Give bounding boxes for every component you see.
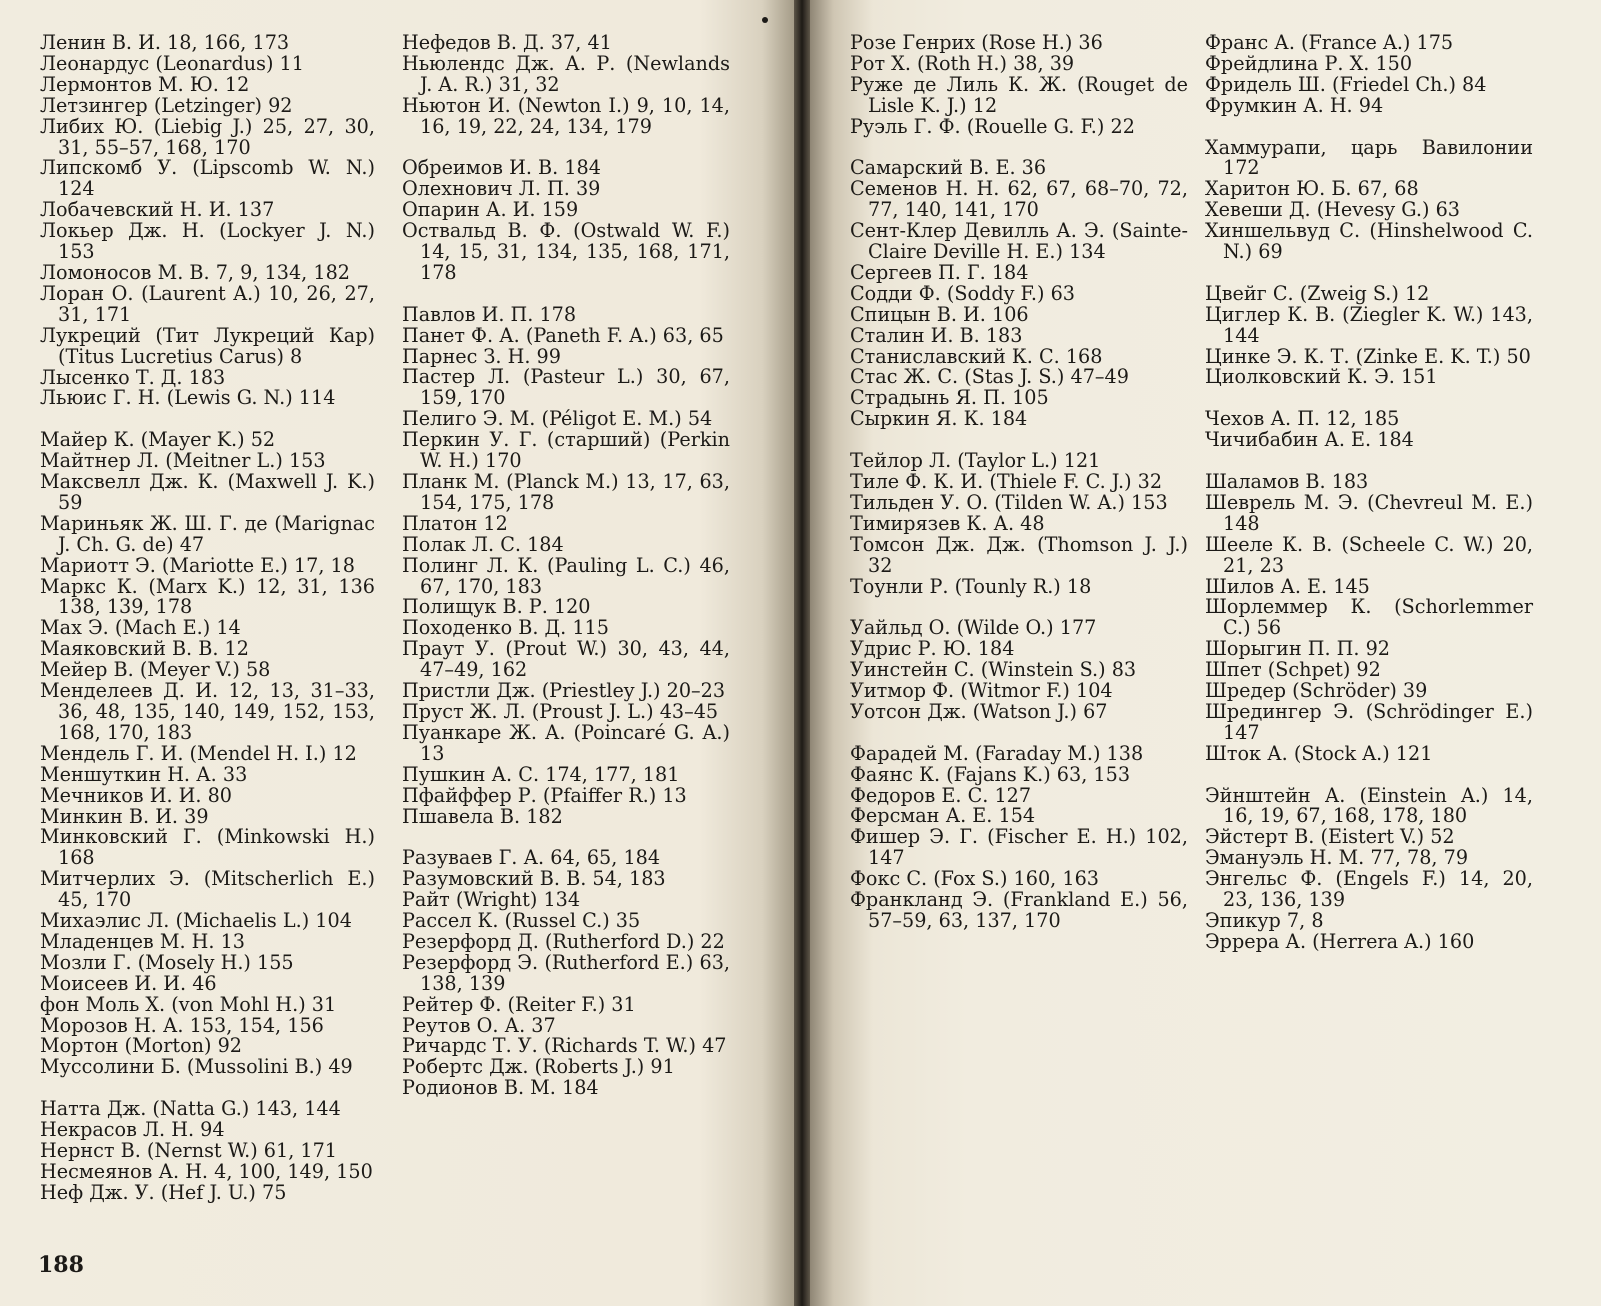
index-entry: Морозов Н. А. 153, 154, 156 bbox=[40, 1013, 324, 1037]
index-entry: Хаммурапи, царь Вавилонии 172 bbox=[1205, 135, 1533, 180]
index-entry: Нефедов В. Д. 37, 41 bbox=[402, 31, 612, 54]
index-entry: Фаянс К. (Fajans K.) 63, 153 bbox=[850, 762, 1131, 786]
index-entry: Шредер (Schröder) 39 bbox=[1205, 679, 1428, 703]
index-entry: Пуанкаре Ж. А. (Poincaré G. A.) 13 bbox=[402, 720, 730, 765]
index-entry: Моисеев И. И. 46 bbox=[40, 971, 217, 995]
index-entry: Уитмор Ф. (Witmor F.) 104 bbox=[850, 679, 1113, 703]
index-entry: Маяковский В. В. 12 bbox=[40, 637, 249, 661]
index-entry: Самарский В. Е. 36 bbox=[850, 156, 1047, 180]
index-entry: Тильден У. О. (Tilden W. A.) 153 bbox=[850, 490, 1168, 514]
index-entry: Липскомб У. (Lipscomb W. N.) 124 bbox=[40, 156, 375, 201]
index-entry: Франкланд Э. (Frankland E.) 56, 57–59, 63, 137, 170 bbox=[850, 888, 1188, 932]
index-entry: Хиншельвуд С. (Hinshelwood C. N.) 69 bbox=[1205, 219, 1533, 264]
letter-group-gap bbox=[850, 138, 1188, 159]
index-entry: Тимирязев К. А. 48 bbox=[850, 511, 1045, 535]
index-entry: Робертс Дж. (Roberts J.) 91 bbox=[402, 1055, 675, 1079]
letter-group-gap bbox=[850, 430, 1188, 451]
index-entry: Ньютон И. (Newton I.) 9, 10, 14, 16, 19, 22, 24, 134, 179 bbox=[402, 93, 730, 138]
index-entry: Минковский Г. (Minkowski H.) 168 bbox=[40, 825, 375, 870]
index-entry: Шорлеммер К. (Schorlemmer C.) 56 bbox=[1205, 595, 1533, 640]
index-column-4 bbox=[1205, 33, 1533, 953]
index-entry: Пушкин А. С. 174, 177, 181 bbox=[402, 762, 680, 786]
index-entry: Ньюлендс Дж. А. Р. (Newlands J. A. R.) 31, 32 bbox=[402, 51, 730, 96]
index-entry: Хевеши Д. (Hevesy G.) 63 bbox=[1205, 198, 1460, 222]
index-entry: Лукреций (Тит Лукреций Кар) (Titus Lucretius Carus) 8 bbox=[40, 323, 375, 368]
index-entry: Максвелл Дж. К. (Maxwell J. K.) 59 bbox=[40, 470, 375, 514]
index-entry: Лысенко Т. Д. 183 bbox=[40, 365, 226, 389]
letter-group-gap bbox=[1205, 117, 1533, 138]
index-entry: Рейтер Ф. (Reiter F.) 31 bbox=[402, 992, 636, 1016]
index-column-2 bbox=[402, 33, 730, 1099]
index-entry: Эррера А. (Herrera A.) 160 bbox=[1205, 929, 1475, 953]
index-entry: Пастер Л. (Pasteur L.) 30, 67, 159, 170 bbox=[402, 365, 730, 410]
index-entry: Меншуткин Н. А. 33 bbox=[40, 762, 248, 786]
index-entry: Оствальд В. Ф. (Ostwald W. F.) 14, 15, 31, 134, 135, 168, 171, 178 bbox=[402, 219, 730, 284]
index-entry: Леонардус (Leonardus) 11 bbox=[40, 51, 304, 75]
index-entry: Сыркин Я. К. 184 bbox=[850, 407, 1028, 431]
index-entry: Полищук В. Р. 120 bbox=[402, 595, 591, 619]
index-entry: Лермонтов М. Ю. 12 bbox=[40, 72, 250, 96]
index-entry: Пшавела В. 182 bbox=[402, 804, 563, 828]
index-entry: Эйнштейн А. (Einstein A.) 14, 16, 19, 67, 168, 178, 180 bbox=[1205, 783, 1533, 828]
index-entry: Содди Ф. (Soddy F.) 63 bbox=[850, 281, 1075, 305]
book-gutter bbox=[794, 0, 810, 1306]
index-entry: Мариньяк Ж. Ш. Г. де (Marignac J. Ch. G. de) 47 bbox=[40, 511, 375, 556]
letter-group-gap bbox=[850, 723, 1188, 744]
index-entry: Сергеев П. Г. 184 bbox=[850, 260, 1029, 284]
index-entry: Шеврель М. Э. (Chevreul M. E.) 148 bbox=[1205, 490, 1533, 535]
index-entry: Уинстейн С. (Winstein S.) 83 bbox=[850, 658, 1137, 682]
index-entry: Циглер К. В. (Ziegler K. W.) 143, 144 bbox=[1205, 302, 1533, 347]
index-entry: Фарадей М. (Faraday M.) 138 bbox=[850, 741, 1144, 765]
index-entry: Шаламов В. 183 bbox=[1205, 469, 1369, 493]
index-entry: Мендель Г. И. (Mendel H. I.) 12 bbox=[40, 741, 357, 765]
index-entry: Розе Генрих (Rose H.) 36 bbox=[850, 31, 1103, 54]
index-entry: Обреимов И. В. 184 bbox=[402, 156, 601, 180]
index-entry: Фридель Ш. (Friedel Ch.) 84 bbox=[1205, 72, 1487, 96]
index-entry: Льюис Г. Н. (Lewis G. N.) 114 bbox=[40, 386, 336, 410]
index-entry: Уайльд О. (Wilde O.) 177 bbox=[850, 616, 1097, 640]
index-entry: Федоров Е. С. 127 bbox=[850, 783, 1032, 807]
index-entry: Панет Ф. А. (Paneth F. A.) 63, 65 bbox=[402, 323, 724, 347]
index-entry: Станиславский К. С. 168 bbox=[850, 344, 1103, 368]
index-entry: Спицын В. И. 106 bbox=[850, 302, 1029, 326]
letter-group-gap bbox=[402, 827, 730, 848]
index-entry: Фрейдлина Р. Х. 150 bbox=[1205, 51, 1413, 75]
index-entry: Руже де Лиль К. Ж. (Rouget de Lisle K. J.) 12 bbox=[850, 72, 1188, 117]
index-entry: Олехнович Л. П. 39 bbox=[402, 177, 601, 201]
index-entry: Либих Ю. (Liebig J.) 25, 27, 30, 31, 55–57, 168, 170 bbox=[40, 114, 375, 159]
index-entry: Летзингер (Letzinger) 92 bbox=[40, 93, 293, 117]
page-number: 188 bbox=[38, 1252, 84, 1278]
index-entry: Фрумкин А. Н. 94 bbox=[1205, 93, 1384, 117]
index-entry: Мариотт Э. (Mariotte E.) 17, 18 bbox=[40, 553, 355, 577]
index-entry: Мозли Г. (Mosely H.) 155 bbox=[40, 950, 294, 974]
index-entry: Несмеянов А. Н. 4, 100, 149, 150 bbox=[40, 1159, 373, 1183]
index-entry: Муссолини Б. (Mussolini B.) 49 bbox=[40, 1055, 353, 1079]
letter-group-gap bbox=[1205, 263, 1533, 284]
index-entry: Маркс К. (Marx K.) 12, 31, 136 138, 139, 178 bbox=[40, 574, 375, 619]
index-entry: Ферсман А. Е. 154 bbox=[850, 804, 1036, 828]
index-entry: Эйстерт В. (Eistert V.) 52 bbox=[1205, 825, 1455, 849]
left-page bbox=[0, 0, 794, 1306]
index-entry: Пристли Дж. (Priestley J.) 20–23 bbox=[402, 679, 726, 703]
index-entry: Сталин И. В. 183 bbox=[850, 323, 1023, 347]
index-entry: Некрасов Л. Н. 94 bbox=[40, 1118, 225, 1142]
index-entry: Шееле К. В. (Scheele C. W.) 20, 21, 23 bbox=[1205, 532, 1533, 577]
index-entry: Чехов А. П. 12, 185 bbox=[1205, 407, 1400, 431]
index-entry: Пруст Ж. Л. (Proust J. L.) 43–45 bbox=[402, 699, 719, 723]
index-entry: Платон 12 bbox=[402, 511, 508, 535]
index-entry: Цинке Э. К. Т. (Zinke E. K. T.) 50 bbox=[1205, 344, 1531, 368]
index-entry: Семенов Н. Н. 62, 67, 68–70, 72, 77, 140, 141, 170 bbox=[850, 177, 1188, 222]
index-entry: Франс А. (France A.) 175 bbox=[1205, 31, 1454, 54]
index-entry: Цвейг С. (Zweig S.) 12 bbox=[1205, 281, 1430, 305]
index-entry: Рот Х. (Roth H.) 38, 39 bbox=[850, 51, 1075, 75]
index-entry: Полак Л. С. 184 bbox=[402, 532, 564, 556]
index-entry: Митчерлих Э. (Mitscherlich E.) 45, 170 bbox=[40, 867, 375, 912]
index-column-3 bbox=[850, 33, 1188, 932]
index-entry: Менделеев Д. И. 12, 13, 31–33, 36, 48, 135, 140, 149, 152, 153, 168, 170, 183 bbox=[40, 679, 375, 744]
letter-group-gap bbox=[40, 1078, 375, 1099]
index-entry: Циолковский К. Э. 151 bbox=[1205, 365, 1438, 389]
index-entry: Майер К. (Mayer K.) 52 bbox=[40, 428, 276, 452]
index-entry: Удрис Р. Ю. 184 bbox=[850, 637, 1015, 661]
index-entry: Младенцев М. Н. 13 bbox=[40, 929, 246, 953]
index-entry: Тоунли Р. (Tounly R.) 18 bbox=[850, 574, 1092, 598]
index-entry: Шилов А. Е. 145 bbox=[1205, 574, 1370, 598]
index-entry: Чичибабин А. Е. 184 bbox=[1205, 428, 1414, 452]
index-entry: Резерфорд Д. (Rutherford D.) 22 bbox=[402, 929, 725, 953]
index-entry: Стас Ж. С. (Stas J. S.) 47–49 bbox=[850, 365, 1129, 389]
letter-group-gap bbox=[850, 597, 1188, 618]
index-entry: Энгельс Ф. (Engels F.) 14, 20, 23, 136, 139 bbox=[1205, 867, 1533, 912]
print-dot-mark bbox=[762, 17, 768, 23]
index-entry: Руэль Г. Ф. (Rouelle G. F.) 22 bbox=[850, 114, 1135, 138]
index-entry: Мейер В. (Meyer V.) 58 bbox=[40, 658, 271, 682]
letter-group-gap bbox=[402, 284, 730, 305]
index-entry: Неф Дж. У. (Hef J. U.) 75 bbox=[40, 1180, 287, 1204]
index-entry: Харитон Ю. Б. 67, 68 bbox=[1205, 177, 1419, 201]
letter-group-gap bbox=[40, 409, 375, 430]
index-entry: Сент-Клер Девилль А. Э. (Sainte-Claire Deville H. E.) 134 bbox=[850, 219, 1188, 264]
letter-group-gap bbox=[1205, 765, 1533, 786]
right-page bbox=[810, 0, 1601, 1306]
index-entry: Резерфорд Э. (Rutherford E.) 63, 138, 139 bbox=[402, 950, 730, 995]
index-entry: Павлов И. П. 178 bbox=[402, 302, 577, 326]
index-entry: Майтнер Л. (Meitner L.) 153 bbox=[40, 449, 326, 473]
index-entry: Минкин В. И. 39 bbox=[40, 804, 209, 828]
index-entry: Тиле Ф. К. И. (Thiele F. C. J.) 32 bbox=[850, 470, 1163, 493]
index-entry: Мортон (Morton) 92 bbox=[40, 1034, 243, 1058]
index-entry: Опарин А. И. 159 bbox=[402, 198, 579, 222]
letter-group-gap bbox=[1205, 451, 1533, 472]
index-entry: Разумовский В. В. 54, 183 bbox=[402, 867, 666, 891]
letter-group-gap bbox=[1205, 388, 1533, 409]
index-entry: Томсон Дж. Дж. (Thomson J. J.) 32 bbox=[850, 532, 1188, 577]
index-entry: Локьер Дж. Н. (Lockyer J. N.) 153 bbox=[40, 219, 375, 264]
index-entry: Ломоносов М. В. 7, 9, 134, 182 bbox=[40, 260, 350, 284]
index-entry: Шорыгин П. П. 92 bbox=[1205, 637, 1391, 661]
index-entry: Рассел К. (Russel C.) 35 bbox=[402, 909, 641, 933]
index-entry: Праут У. (Prout W.) 30, 43, 44, 47–49, 162 bbox=[402, 637, 730, 682]
index-entry: фон Моль Х. (von Mohl H.) 31 bbox=[40, 992, 337, 1016]
index-entry: Лобачевский Н. И. 137 bbox=[40, 198, 275, 222]
index-entry: Райт (Wright) 134 bbox=[402, 888, 581, 912]
index-entry: Ричардс Т. У. (Richards T. W.) 47 bbox=[402, 1034, 727, 1058]
index-column-1 bbox=[40, 33, 375, 1204]
index-entry: Фишер Э. Г. (Fischer E. H.) 102, 147 bbox=[850, 825, 1188, 870]
letter-group-gap bbox=[402, 138, 730, 159]
index-entry: Перкин У. Г. (старший) (Perkin W. H.) 170 bbox=[402, 428, 730, 473]
index-entry: Реутов О. А. 37 bbox=[402, 1013, 556, 1037]
index-entry: Натта Дж. (Natta G.) 143, 144 bbox=[40, 1097, 341, 1121]
index-entry: Мах Э. (Mach E.) 14 bbox=[40, 616, 241, 640]
index-entry: Мечников И. И. 80 bbox=[40, 783, 232, 807]
index-entry: Шпет (Schpet) 92 bbox=[1205, 658, 1381, 682]
index-entry: Пелиго Э. М. (Péligot E. M.) 54 bbox=[402, 407, 713, 431]
index-entry: Планк М. (Planck M.) 13, 17, 63, 154, 175, 178 bbox=[402, 470, 730, 514]
index-entry: Полинг Л. К. (Pauling L. C.) 46, 67, 170, 183 bbox=[402, 553, 730, 598]
index-entry: Походенко В. Д. 115 bbox=[402, 616, 609, 640]
index-entry: Родионов В. М. 184 bbox=[402, 1076, 599, 1100]
index-entry: Эмануэль Н. М. 77, 78, 79 bbox=[1205, 846, 1469, 870]
index-entry: Нернст В. (Nernst W.) 61, 171 bbox=[40, 1139, 338, 1162]
index-entry: Фокс С. (Fox S.) 160, 163 bbox=[850, 867, 1100, 891]
index-entry: Уотсон Дж. (Watson J.) 67 bbox=[850, 699, 1108, 723]
index-entry: Тейлор Л. (Taylor L.) 121 bbox=[850, 449, 1101, 473]
index-entry: Страдынь Я. П. 105 bbox=[850, 386, 1049, 410]
index-entry: Ленин В. И. 18, 166, 173 bbox=[40, 31, 290, 54]
index-entry: Пфайффер Р. (Pfaiffer R.) 13 bbox=[402, 783, 687, 807]
index-entry: Шредингер Э. (Schrödinger E.) 147 bbox=[1205, 699, 1533, 744]
index-entry: Парнес З. Н. 99 bbox=[402, 344, 561, 368]
index-entry: Лоран О. (Laurent A.) 10, 26, 27, 31, 171 bbox=[40, 281, 375, 326]
index-entry: Разуваев Г. А. 64, 65, 184 bbox=[402, 846, 661, 870]
index-entry: Шток А. (Stock A.) 121 bbox=[1205, 741, 1433, 765]
index-entry: Эпикур 7, 8 bbox=[1205, 908, 1324, 932]
index-entry: Михаэлис Л. (Michaelis L.) 104 bbox=[40, 909, 352, 933]
